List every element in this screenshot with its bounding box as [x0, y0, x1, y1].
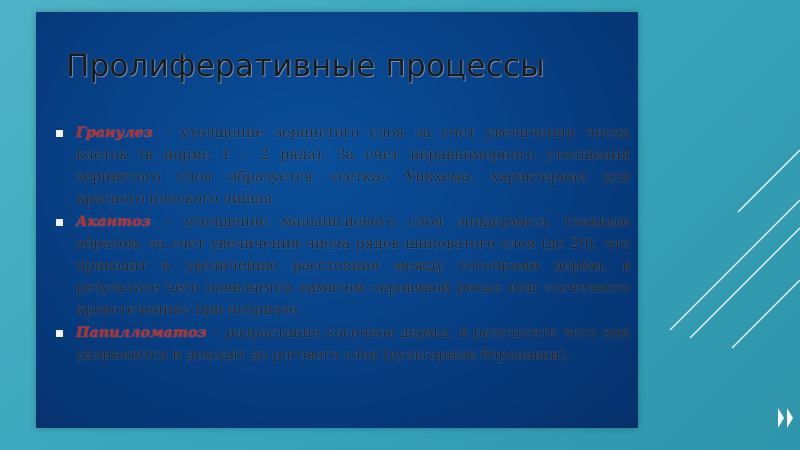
square-bullet-icon	[56, 330, 63, 337]
list-item	[54, 211, 630, 321]
square-bullet-icon	[56, 219, 63, 226]
term-definition: – утолщение зернистого слоя за счет увеличения числа клеток (в норме 1 – 2 ряда). За счет неравномерного утолщения зернистого слоя образуется «сетка» Уикхема, характерная для красного плоского лишая.	[76, 125, 630, 207]
term-label: Акантоз	[76, 214, 151, 230]
slide-panel	[36, 12, 638, 428]
list-item	[54, 122, 630, 210]
term-definition: – утолщение мальпигиевого слоя эпидермиса, главным образом, за счет увеличения числа рядов шиповатого слоя (до 20), что приводит к увеличению расстояния между сосочками дермы, в результате чего появляется симптом «кровяной росы» или «точечного кровотечения» при псориазе.	[76, 214, 630, 318]
square-bullet-icon	[56, 130, 63, 137]
term-label: Папилломатоз	[76, 325, 207, 341]
slide-title: Пролиферативные процессы	[66, 48, 545, 84]
term-definition: – разрастание сосочков дермы, в результате чего они удлиняются и доходят до рогового слоя (вульгарные бородавки).	[76, 325, 630, 363]
bullet-list	[54, 122, 630, 367]
term-label: Гранулез	[76, 125, 153, 141]
list-item	[54, 322, 630, 366]
